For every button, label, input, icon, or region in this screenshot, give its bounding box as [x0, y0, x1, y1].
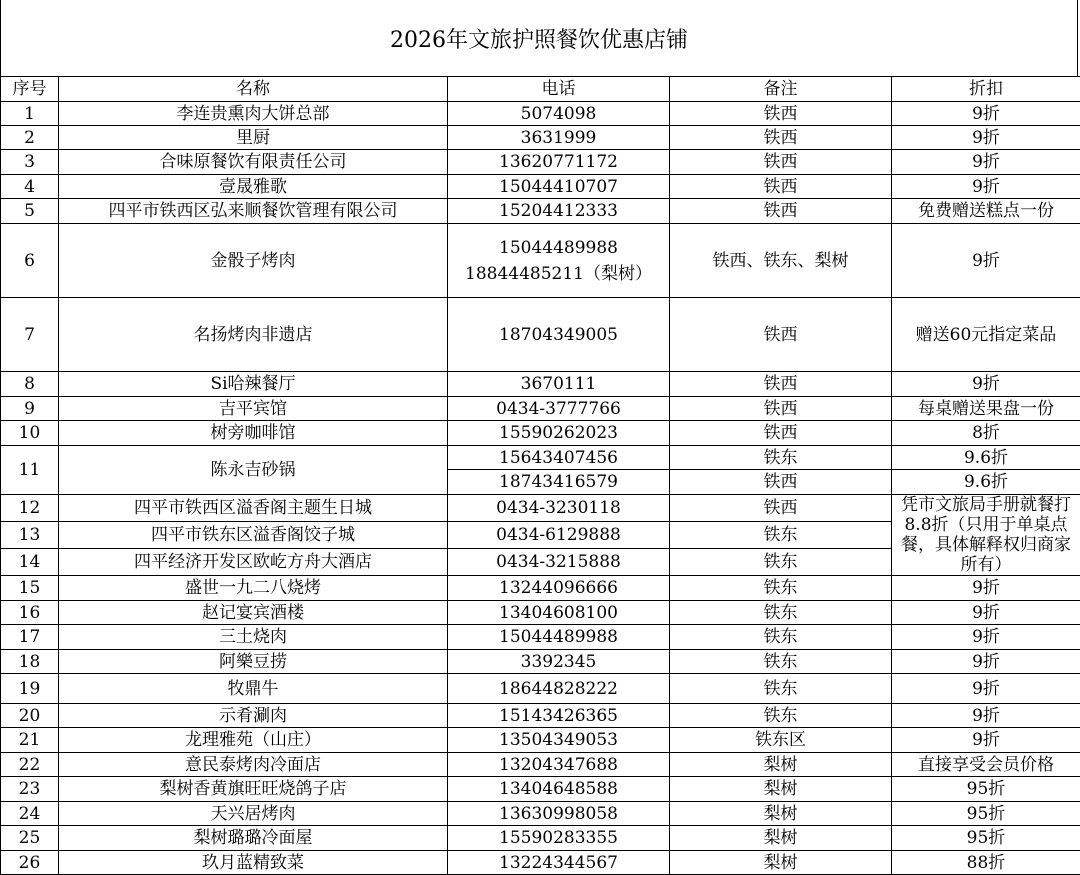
shop-discount: 9折 [892, 576, 1080, 601]
shop-name: 梨树璐璐冷面屋 [59, 826, 448, 851]
shop-phone: 15590283355 [448, 826, 670, 851]
row-index: 16 [1, 601, 59, 625]
shop-phone: 3631999 [448, 126, 670, 150]
table-row [1, 175, 1080, 199]
shop-area: 铁西 [670, 372, 892, 397]
shop-area: 铁西 [670, 199, 892, 224]
shop-discount: 9折 [892, 650, 1080, 674]
shop-name: 赵记宴宾酒楼 [59, 601, 448, 625]
shop-discount: 95折 [892, 826, 1080, 851]
shop-name: 阿樂豆捞 [59, 650, 448, 674]
shop-area: 铁东区 [670, 728, 892, 753]
shop-name: 四平市铁东区溢香阁饺子城 [59, 521, 448, 549]
table-row [1, 150, 1080, 175]
shop-discount: 9折 [892, 372, 1080, 397]
shop-discount: 9折 [892, 704, 1080, 728]
shop-discount: 9折 [892, 224, 1080, 298]
shop-phone: 18704349005 [448, 298, 670, 372]
shop-discount: 直接享受会员价格 [892, 753, 1080, 777]
shop-phone: 13404648588 [448, 777, 670, 802]
row-index: 14 [1, 549, 59, 576]
table-row [1, 704, 1080, 728]
table-row [1, 851, 1080, 875]
header-row [1, 77, 1080, 102]
row-index: 26 [1, 851, 59, 875]
shop-discount: 9折 [892, 601, 1080, 625]
shop-name: 四平经济开发区欧屹方舟大酒店 [59, 549, 448, 576]
shop-phone: 13620771172 [448, 150, 670, 175]
row-index: 12 [1, 495, 59, 522]
row-index: 9 [1, 397, 59, 421]
shop-area: 铁西 [670, 175, 892, 199]
shop-phone: 13224344567 [448, 851, 670, 875]
shop-discount: 9折 [892, 625, 1080, 650]
row-index: 2 [1, 126, 59, 150]
table-row [1, 674, 1080, 704]
row-index: 18 [1, 650, 59, 674]
table-row [1, 495, 1080, 522]
shop-discount: 免费赠送糕点一份 [892, 199, 1080, 224]
shop-name: 树旁咖啡馆 [59, 421, 448, 446]
shop-area: 梨树 [670, 753, 892, 777]
shop-area: 铁东 [670, 674, 892, 704]
row-index: 24 [1, 802, 59, 826]
row-index: 19 [1, 674, 59, 704]
header-cell-name: 名称 [59, 77, 448, 102]
shop-name: 四平市铁西区溢香阁主题生日城 [59, 495, 448, 522]
shop-name: 合味原餐饮有限责任公司 [59, 150, 448, 175]
shop-area: 梨树 [670, 826, 892, 851]
row-index: 8 [1, 372, 59, 397]
shop-discount: 9.6折 [892, 470, 1080, 495]
shop-area: 铁西 [670, 150, 892, 175]
shop-area: 铁西 [670, 397, 892, 421]
shop-discount: 9折 [892, 150, 1080, 175]
row-index: 15 [1, 576, 59, 601]
table-row [1, 625, 1080, 650]
shop-discount: 8折 [892, 421, 1080, 446]
row-index: 13 [1, 521, 59, 549]
shop-discount: 88折 [892, 851, 1080, 875]
row-index: 23 [1, 777, 59, 802]
shop-area: 铁西、铁东、梨树 [670, 224, 892, 298]
shop-area: 铁西 [670, 421, 892, 446]
shop-phone: 15044489988 [448, 625, 670, 650]
shop-discount: 9折 [892, 102, 1080, 126]
table-row [1, 126, 1080, 150]
shop-phone: 18644828222 [448, 674, 670, 704]
header-cell-discount: 折扣 [892, 77, 1080, 102]
shop-area: 铁西 [670, 126, 892, 150]
shop-discount: 9折 [892, 728, 1080, 753]
shop-area: 梨树 [670, 802, 892, 826]
shop-discount: 9折 [892, 175, 1080, 199]
discount-shop-table [0, 76, 1080, 875]
row-index: 21 [1, 728, 59, 753]
header-cell-index: 序号 [1, 77, 59, 102]
shop-phone-primary: 15044489988 [448, 238, 669, 258]
shop-name: 名扬烤肉非遗店 [59, 298, 448, 372]
shop-phone: 18743416579 [448, 470, 670, 495]
row-index: 20 [1, 704, 59, 728]
table-row [1, 446, 1080, 470]
table-row [1, 372, 1080, 397]
table-row [1, 650, 1080, 674]
shop-phone: 0434-3230118 [448, 495, 670, 522]
shop-phone: 0434-3777766 [448, 397, 670, 421]
shop-name: 梨树香黄旗旺旺烧鸽子店 [59, 777, 448, 802]
shop-area: 铁东 [670, 446, 892, 470]
shop-phone: 15143426365 [448, 704, 670, 728]
row-index: 25 [1, 826, 59, 851]
header-cell-phone: 电话 [448, 77, 670, 102]
row-index: 1 [1, 102, 59, 126]
shop-phone: 15643407456 [448, 446, 670, 470]
shop-phone: 5074098 [448, 102, 670, 126]
table-row [1, 102, 1080, 126]
shop-name: 三土烧肉 [59, 625, 448, 650]
table-row [1, 753, 1080, 777]
shop-name: 吉平宾馆 [59, 397, 448, 421]
shop-discount: 9折 [892, 674, 1080, 704]
shop-name: 金骰子烤肉 [59, 224, 448, 298]
shop-name: 意民泰烤肉冷面店 [59, 753, 448, 777]
shop-phone: 15590262023 [448, 421, 670, 446]
shop-area: 梨树 [670, 851, 892, 875]
shop-phone: 13404608100 [448, 601, 670, 625]
shop-area: 铁西 [670, 298, 892, 372]
shop-discount-note: 凭市文旅局手册就餐打8.8折（只用于单桌点餐，具体解释权归商家所有） [892, 495, 1080, 576]
shop-area: 铁西 [670, 102, 892, 126]
table-row [1, 397, 1080, 421]
table-row [1, 802, 1080, 826]
shop-area: 铁东 [670, 549, 892, 576]
row-index: 4 [1, 175, 59, 199]
shop-phone: 0434-6129888 [448, 521, 670, 549]
table-row [1, 777, 1080, 802]
shop-name: 龙理雅苑（山庄） [59, 728, 448, 753]
table-row [1, 576, 1080, 601]
shop-discount: 95折 [892, 777, 1080, 802]
shop-phone: 3670111 [448, 372, 670, 397]
shop-phone: 3392345 [448, 650, 670, 674]
table-row [1, 601, 1080, 625]
row-index: 6 [1, 224, 59, 298]
shop-name: 牧鼎牛 [59, 674, 448, 704]
table-row [1, 421, 1080, 446]
row-index: 7 [1, 298, 59, 372]
shop-name: 盛世一九二八烧烤 [59, 576, 448, 601]
shop-discount: 赠送60元指定菜品 [892, 298, 1080, 372]
table-row [1, 199, 1080, 224]
shop-area: 铁东 [670, 625, 892, 650]
header-cell-note: 备注 [670, 77, 892, 102]
shop-name: 示肴涮肉 [59, 704, 448, 728]
shop-phone-secondary: 18844485211（梨树） [448, 264, 669, 284]
shop-name: 壹晟雅歌 [59, 175, 448, 199]
shop-name: 李连贵熏肉大饼总部 [59, 102, 448, 126]
shop-area: 梨树 [670, 777, 892, 802]
table-row [1, 826, 1080, 851]
table-row [1, 728, 1080, 753]
row-index: 11 [1, 446, 59, 495]
shop-name: 陈永吉砂锅 [59, 446, 448, 495]
shop-area: 铁西 [670, 470, 892, 495]
shop-area: 铁东 [670, 576, 892, 601]
table-row [1, 298, 1080, 372]
shop-name: 里厨 [59, 126, 448, 150]
shop-phone: 15204412333 [448, 199, 670, 224]
row-index: 5 [1, 199, 59, 224]
shop-area: 铁东 [670, 521, 892, 549]
shop-discount: 每桌赠送果盘一份 [892, 397, 1080, 421]
shop-area: 铁东 [670, 650, 892, 674]
table-row [1, 224, 1080, 298]
shop-phone: 13504349053 [448, 728, 670, 753]
shop-phone [448, 224, 670, 298]
shop-name: 天兴居烤肉 [59, 802, 448, 826]
table-title: 2026年文旅护照餐饮优惠店铺 [0, 0, 1078, 76]
shop-discount: 9.6折 [892, 446, 1080, 470]
shop-name: Si哈辣餐厅 [59, 372, 448, 397]
shop-area: 铁西 [670, 495, 892, 522]
shop-name: 玖月蓝精致菜 [59, 851, 448, 875]
row-index: 22 [1, 753, 59, 777]
shop-phone: 13244096666 [448, 576, 670, 601]
shop-area: 铁东 [670, 704, 892, 728]
shop-phone: 13204347688 [448, 753, 670, 777]
shop-name: 四平市铁西区弘来顺餐饮管理有限公司 [59, 199, 448, 224]
row-index: 10 [1, 421, 59, 446]
row-index: 3 [1, 150, 59, 175]
shop-area: 铁东 [670, 601, 892, 625]
shop-discount: 95折 [892, 802, 1080, 826]
row-index: 17 [1, 625, 59, 650]
shop-discount: 9折 [892, 126, 1080, 150]
shop-phone: 0434-3215888 [448, 549, 670, 576]
shop-phone: 15044410707 [448, 175, 670, 199]
shop-phone: 13630998058 [448, 802, 670, 826]
